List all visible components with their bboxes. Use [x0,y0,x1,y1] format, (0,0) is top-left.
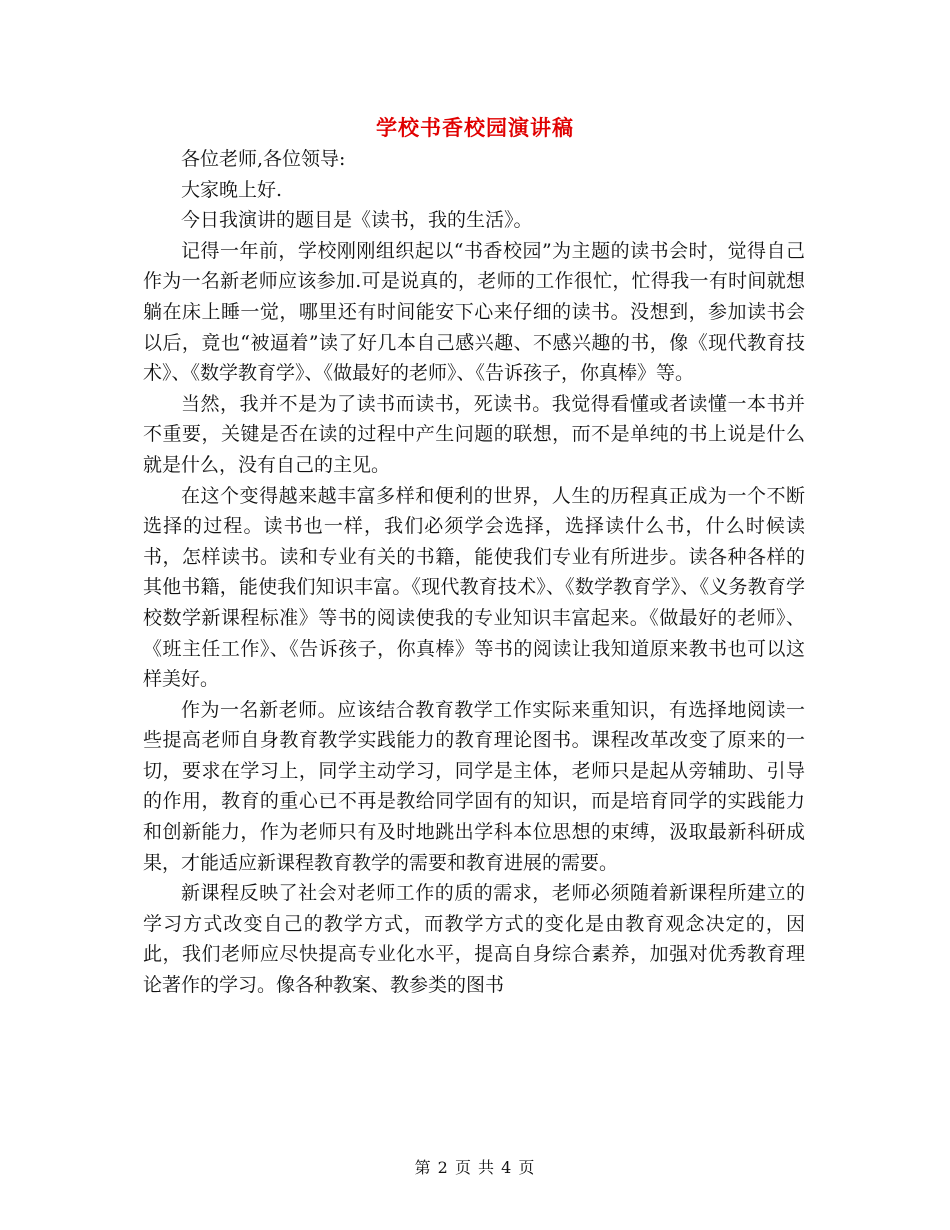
page-number-footer: 第 2 页 共 4 页 [414,1158,536,1177]
greeting: 大家晚上好. [181,178,283,201]
paragraph-4: 作为一名新老师。应该结合教育教学工作实际来重知识，有选择地阅读一些提高老师自身教育教学实践能力的教育理论图书。课程改革改变了原来的一切，要求在学习上，同学主动学习，同学是主体，老师只是起从旁辅助、引导的作用，教育的重心已不再是教给同学固有的知识，而是培育同学的实践能力和创新能力，作为老师只有及时地跳出学科本位思想的束缚，汲取最新科研成果，才能适应新课程教育教学的需要和教育进展的需要。 [143,698,805,874]
paragraph-3: 在这个变得越来越丰富多样和便利的世界，人生的历程真正成为一个不断选择的过程。读书也一样，我们必须学会选择，选择读什么书，什么时候读书，怎样读书。读和专业有关的书籍，能使我们专业有所进步。读各种各样的其他书籍，能使我们知识丰富。《现代教育技术》、《数学教育学》、《义务教育学校数学新课程标准》等书的阅读使我的专业知识丰富起来。《做最好的老师》、《班主任工作》、《告诉孩子，你真棒》等书的阅读让我知道原来教书也可以这样美好。 [143,484,805,691]
paragraph-topic: 今日我演讲的题目是《读书，我的生活》。 [181,209,533,232]
document-title: 学校书香校园演讲稿 [376,116,574,140]
paragraph-5: 新课程反映了社会对老师工作的质的需求，老师必须随着新课程所建立的学习方式改变自己的教学方式，而教学方式的变化是由教育观念决定的，因此，我们老师应尽快提高专业化水平，提高自身综合素养，加强对优秀教育理论著作的学习。像各种教案、教参类的图书 [143,882,805,997]
salutation: 各位老师,各位领导: [181,148,346,170]
paragraph-1: 记得一年前，学校刚刚组织起以“书香校园”为主题的读书会时，觉得自己作为一名新老师应该参加.可是说真的，老师的工作很忙，忙得我一有时间就想躺在床上睡一觉，哪里还有时间能安下心来仔细的读书。没想到，参加读书会以后，竟也“被逼着”读了好几本自己感兴趣、不感兴趣的书，像《现代教育技术》、《数学教育学》、《做最好的老师》、《告诉孩子，你真棒》等。 [143,239,805,385]
paragraph-2: 当然，我并不是为了读书而读书，死读书。我觉得看懂或者读懂一本书并不重要，关键是否在读的过程中产生问题的联想，而不是单纯的书上说是什么就是什么，没有自己的主见。 [143,392,805,476]
document-body [143,144,805,1001]
